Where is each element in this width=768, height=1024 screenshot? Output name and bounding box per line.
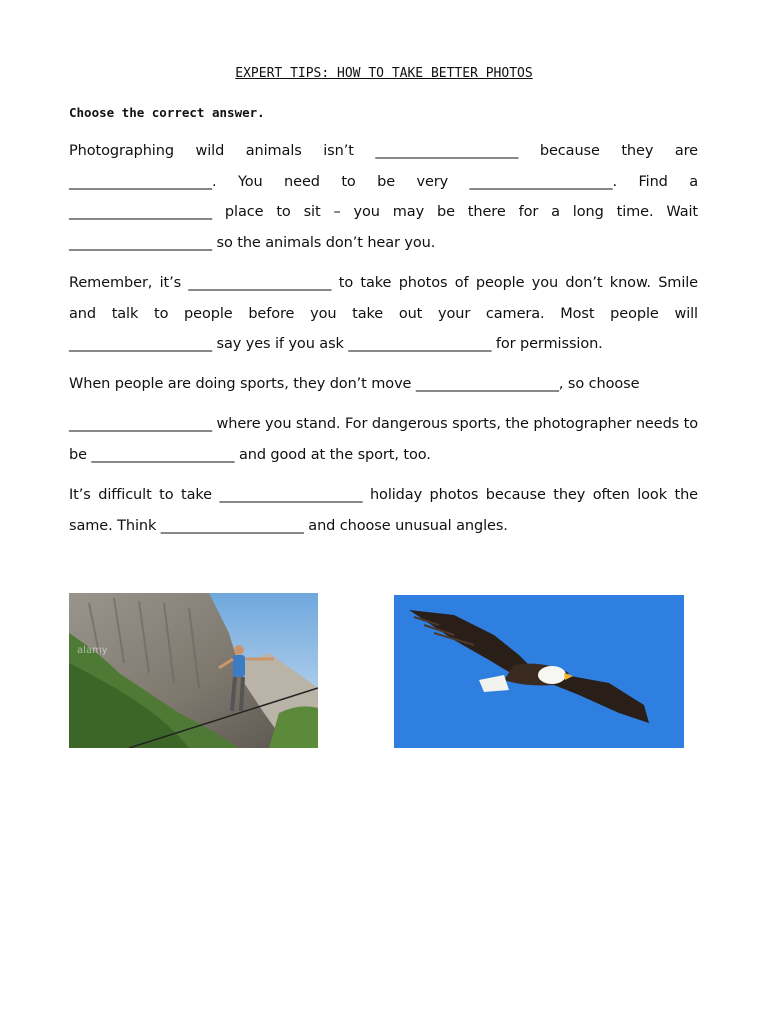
paragraph-people: Remember, it’s ____________________ to take photos of people you don’t know. Smile and talk to people before you take out your camera. Most people will ____________________ say yes if you ask ____________________ for permission. bbox=[69, 275, 698, 352]
paragraph-wild-animals: Photographing wild animals isn’t ____________________ because they are ____________________. You need to be very ____________________. Find a ____________________ place to sit – you may be there for a long time. Wait ____________________ so the animals don’t hear you. bbox=[69, 143, 698, 251]
paragraph-sports-line2: ____________________ where you stand. For dangerous sports, the photographer needs to be ____________________ and good at the sport, too. bbox=[69, 416, 698, 463]
paragraph-holiday: It’s difficult to take ____________________ holiday photos because they often look the same. Think ____________________ and choose unusual angles. bbox=[69, 487, 698, 534]
instruction-text: Choose the correct answer. bbox=[69, 105, 265, 120]
bald-eagle-photo bbox=[394, 595, 684, 748]
eagle-illustration bbox=[394, 595, 684, 748]
worksheet-title: EXPERT TIPS: HOW TO TAKE BETTER PHOTOS bbox=[235, 66, 533, 81]
watermark-text: alamy bbox=[77, 645, 108, 656]
slackliner-illustration bbox=[69, 593, 318, 748]
paragraph-sports-line1: When people are doing sports, they don’t move ____________________, so choose bbox=[69, 376, 640, 392]
slackliner-cliff-photo bbox=[69, 593, 318, 748]
